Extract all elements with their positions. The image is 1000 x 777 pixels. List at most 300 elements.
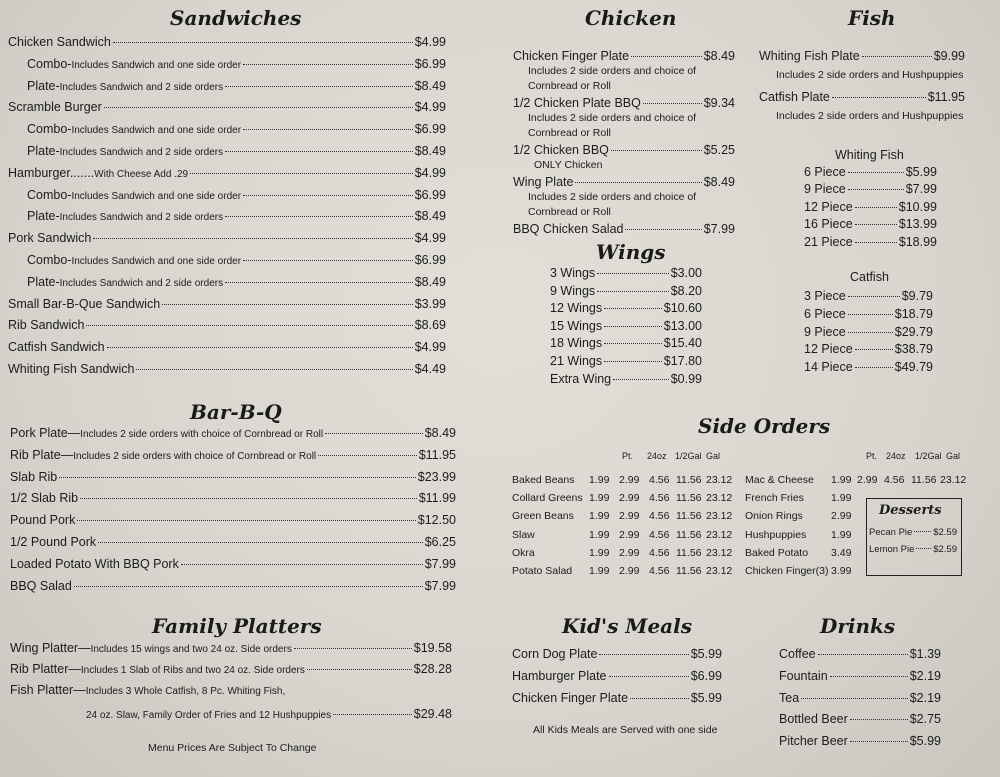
- fish-platter-line1: [10, 682, 450, 698]
- item-price: $1.39: [909, 647, 941, 661]
- item-price: $17.80: [663, 354, 702, 368]
- side-order-price: 11.56: [911, 474, 937, 486]
- sandwich-menu-item: [8, 317, 446, 333]
- leader-dots: [848, 172, 904, 173]
- item-price: $5.99: [690, 690, 722, 705]
- item-name: BBQ Salad: [10, 578, 72, 593]
- leader-dots: [613, 379, 669, 380]
- leader-dots: [609, 676, 689, 677]
- item-price: $5.99: [905, 165, 937, 179]
- item-name: Slab Rib: [10, 469, 58, 484]
- side-order-price: 1.99: [589, 565, 610, 577]
- item-price: $4.99: [414, 100, 446, 115]
- leader-dots: [307, 669, 412, 670]
- item-price: $19.58: [413, 641, 452, 655]
- sandwich-menu-item: [27, 252, 446, 268]
- item-name: Wing Plate: [513, 175, 574, 189]
- item-name: Loaded Potato With BBQ Pork: [10, 556, 179, 571]
- catfish-item: [804, 324, 933, 340]
- item-name: Catfish Sandwich: [8, 340, 105, 355]
- side-order-name: Onion Rings: [745, 510, 803, 523]
- side-order-price: 2.99: [619, 528, 640, 541]
- item-name: Rib Platter—: [10, 662, 81, 676]
- leader-dots: [597, 291, 669, 292]
- sandwich-menu-item: [27, 274, 446, 290]
- whiting-fish-item: [804, 164, 937, 180]
- side-order-name: Chicken Finger(3): [745, 565, 829, 577]
- side-order-name: Mac & Cheese: [745, 474, 814, 486]
- item-name: Chicken Finger Plate: [512, 690, 629, 705]
- item-name: Combo-: [27, 56, 72, 71]
- item-name: 12 Piece: [804, 342, 853, 357]
- item-price: $8.69: [414, 318, 446, 333]
- side-order-price: 2.99: [831, 510, 852, 523]
- dessert-item: [869, 525, 957, 541]
- item-price: $6.99: [414, 253, 446, 267]
- leader-dots: [86, 325, 412, 326]
- item-note: ONLY Chicken: [534, 159, 603, 171]
- leader-dots: [318, 455, 417, 456]
- item-price: $2.19: [909, 690, 941, 705]
- item-price: $7.99: [703, 222, 735, 236]
- bbq-menu-item: [10, 490, 456, 506]
- item-name: 21 Piece: [804, 234, 853, 249]
- item-name: Combo-: [27, 187, 72, 202]
- side-order-name: Hushpuppies: [745, 528, 807, 541]
- fish-heading: Fish: [848, 6, 896, 30]
- kids-meals-note: All Kids Meals are Served with one side: [533, 724, 718, 736]
- side-order-price: 2.99: [857, 474, 878, 486]
- leader-dots: [74, 586, 423, 587]
- item-description: Includes 15 wings and two 24 oz. Side orders: [90, 644, 292, 655]
- leader-dots: [848, 189, 904, 190]
- item-description: Includes Sandwich and 2 side orders: [59, 147, 224, 158]
- side-order-price: 11.56: [676, 492, 702, 505]
- item-price: $8.49: [703, 49, 735, 63]
- item-price: $6.99: [414, 56, 446, 71]
- column-header: 1/2Gal: [915, 451, 942, 461]
- item-name: 3 Piece: [804, 289, 846, 303]
- chicken-menu-item: [513, 95, 735, 111]
- chicken-menu-item: [513, 142, 735, 158]
- leader-dots: [916, 548, 931, 549]
- item-description: Includes Sandwich and one side order: [71, 125, 242, 137]
- item-note: Cornbread or Roll: [528, 127, 611, 139]
- item-name: Whiting Fish Plate: [759, 49, 860, 63]
- item-name: Bottled Beer: [779, 712, 848, 727]
- side-order-price: 11.56: [676, 565, 702, 577]
- item-name: 1/2 Chicken Plate BBQ: [513, 96, 641, 110]
- leader-dots: [181, 564, 423, 565]
- item-price: $29.79: [894, 324, 933, 339]
- leader-dots: [59, 477, 416, 478]
- catfish-item: [804, 341, 933, 357]
- leader-dots: [599, 654, 688, 655]
- item-price: $8.49: [424, 426, 456, 440]
- chicken-menu-item: [513, 48, 735, 64]
- leader-dots: [848, 296, 900, 297]
- sandwich-menu-item: [8, 339, 446, 355]
- item-price: $49.79: [894, 360, 933, 375]
- leader-dots: [243, 260, 413, 261]
- side-order-price: 2.99: [619, 510, 640, 523]
- item-name: 21 Wings: [550, 354, 603, 368]
- bbq-menu-item: [10, 534, 456, 550]
- item-price: $3.99: [414, 296, 446, 311]
- item-price: $18.79: [894, 306, 933, 321]
- item-name: Tea: [779, 690, 800, 705]
- item-name: 12 Piece: [804, 199, 853, 214]
- whiting-fish-item: [804, 234, 937, 250]
- side-order-name: French Fries: [745, 492, 804, 505]
- chicken-menu-item: [513, 221, 735, 237]
- sandwich-menu-item: [8, 361, 446, 377]
- leader-dots: [914, 531, 931, 532]
- leader-dots: [832, 97, 926, 98]
- item-price: $38.79: [894, 342, 933, 357]
- side-order-price: 23.12: [706, 565, 733, 577]
- side-order-price: 11.56: [676, 528, 702, 541]
- item-name: 1/2 Pound Pork: [10, 535, 97, 549]
- item-price: $2.59: [933, 527, 957, 538]
- side-order-name: Slaw: [512, 528, 535, 541]
- side-order-price: 23.12: [706, 528, 733, 541]
- item-description: Includes 2 side orders with choice of Cornbread or Roll: [80, 429, 324, 440]
- item-note: Includes 2 side orders and choice of: [528, 65, 697, 77]
- item-price: $2.75: [909, 712, 941, 727]
- drink-item: [779, 646, 941, 662]
- item-description: Includes Sandwich and 2 side orders: [59, 277, 224, 289]
- item-price: $0.99: [670, 371, 702, 386]
- item-price: $9.99: [933, 49, 965, 63]
- leader-dots: [850, 741, 908, 742]
- leader-dots: [93, 238, 412, 239]
- side-order-price: 23.12: [706, 510, 733, 523]
- item-name: Chicken Finger Plate: [513, 49, 630, 63]
- side-order-price: 3.49: [831, 546, 852, 559]
- leader-dots: [98, 542, 423, 543]
- bbq-menu-item: [10, 578, 456, 594]
- fish-platter-price: $29.48: [413, 707, 452, 721]
- catfish-subheading: Catfish: [850, 270, 889, 284]
- drinks-heading: Drinks: [820, 614, 896, 638]
- item-price: $6.99: [414, 187, 446, 202]
- side-order-price: 2.99: [619, 546, 640, 559]
- family-platter-item: [10, 640, 452, 656]
- leader-dots: [862, 56, 932, 57]
- catfish-item: [804, 359, 933, 375]
- item-description: Includes Sandwich and 2 side orders: [59, 212, 224, 224]
- item-name: 6 Piece: [804, 165, 846, 179]
- side-order-name: Potato Salad: [512, 565, 573, 577]
- leader-dots: [243, 195, 413, 196]
- leader-dots: [643, 103, 702, 104]
- item-name: 1/2 Slab Rib: [10, 491, 79, 506]
- side-order-price: 1.99: [589, 492, 610, 505]
- item-note: Includes 2 side orders and choice of: [528, 191, 697, 203]
- drink-item: [779, 733, 941, 749]
- drink-item: [779, 668, 941, 684]
- item-note: Includes 2 side orders and Hushpuppies: [776, 69, 964, 81]
- side-order-price: 1.99: [831, 492, 852, 505]
- bbq-heading: Bar-B-Q: [190, 400, 282, 424]
- side-order-price: 1.99: [589, 546, 610, 559]
- item-price: $4.49: [414, 362, 446, 376]
- item-price: $7.99: [905, 182, 937, 197]
- side-order-name: Collard Greens: [512, 492, 583, 505]
- side-order-price: 1.99: [831, 474, 852, 486]
- leader-dots: [190, 173, 413, 174]
- column-header: Pt.: [622, 451, 634, 461]
- leader-dots: [630, 698, 689, 699]
- leader-dots: [850, 719, 908, 720]
- item-price: $4.99: [414, 231, 446, 246]
- bbq-menu-item: [10, 425, 456, 441]
- item-name: 12 Wings: [550, 301, 603, 316]
- item-price: $2.59: [933, 544, 957, 555]
- column-header: 24oz: [647, 451, 667, 461]
- leader-dots: [855, 349, 893, 350]
- item-price: $5.99: [690, 647, 722, 661]
- side-order-price: 1.99: [589, 528, 610, 541]
- side-order-price: 23.12: [940, 474, 967, 486]
- bbq-menu-item: [10, 512, 456, 528]
- drink-item: [779, 711, 941, 727]
- item-price: $8.49: [414, 78, 446, 93]
- side-order-price: 2.99: [619, 565, 640, 577]
- catfish-item: [804, 288, 933, 304]
- item-description: Includes Sandwich and 2 side orders: [59, 81, 224, 93]
- column-header: Pt.: [866, 451, 878, 461]
- item-name: Plate-: [27, 274, 60, 289]
- catfish-item: [804, 306, 933, 322]
- leader-dots: [848, 314, 893, 315]
- whiting-fish-item: [804, 181, 937, 197]
- item-price: $6.25: [424, 535, 456, 549]
- fish-platter-line2: [86, 706, 452, 722]
- menu-prices-notice: Menu Prices Are Subject To Change: [148, 742, 317, 754]
- item-name: Pound Pork: [10, 513, 76, 528]
- item-name: Chicken Sandwich: [8, 35, 111, 49]
- sandwich-menu-item: [8, 99, 446, 115]
- leader-dots: [848, 332, 893, 333]
- sandwich-menu-item: [27, 121, 446, 137]
- side-order-price: 23.12: [706, 474, 733, 486]
- item-note: Cornbread or Roll: [528, 206, 611, 218]
- fish-menu-item: [759, 89, 965, 105]
- item-name: Coffee: [779, 647, 816, 661]
- item-price: $5.25: [703, 143, 735, 157]
- item-price: $13.99: [898, 217, 937, 232]
- item-name: Whiting Fish Sandwich: [8, 362, 135, 376]
- item-name: Pork Sandwich: [8, 231, 92, 246]
- leader-dots: [855, 367, 893, 368]
- kids-meal-item: [512, 646, 722, 662]
- item-price: $8.49: [703, 175, 735, 189]
- wings-menu-item: [550, 283, 702, 299]
- item-price: $4.99: [414, 340, 446, 355]
- item-price: $7.99: [424, 578, 456, 593]
- item-name: 15 Wings: [550, 318, 603, 333]
- item-note: Includes 2 side orders and Hushpuppies: [776, 110, 964, 122]
- leader-dots: [855, 224, 897, 225]
- item-price: $28.28: [413, 662, 452, 676]
- side-order-price: 23.12: [706, 546, 733, 559]
- item-name: 9 Wings: [550, 283, 596, 298]
- item-price: $18.99: [898, 234, 937, 249]
- side-order-name: Baked Beans: [512, 474, 575, 486]
- side-order-price: 1.99: [589, 510, 610, 523]
- leader-dots: [225, 151, 413, 152]
- side-order-price: 4.56: [884, 474, 905, 486]
- leader-dots: [104, 107, 413, 108]
- wings-menu-item: [550, 318, 702, 334]
- item-name: 9 Piece: [804, 182, 846, 197]
- sandwich-menu-item: [8, 230, 446, 246]
- item-price: $11.95: [927, 90, 965, 104]
- item-name: Pork Plate—: [10, 426, 81, 440]
- item-price: $11.99: [418, 491, 456, 506]
- sandwich-menu-item: [27, 187, 446, 203]
- side-order-price: 2.99: [619, 474, 640, 486]
- item-price: $2.19: [909, 668, 941, 683]
- wings-menu-item: [550, 335, 702, 351]
- item-name: Combo-: [27, 253, 72, 267]
- leader-dots: [575, 182, 701, 183]
- item-name: BBQ Chicken Salad: [513, 222, 624, 236]
- item-description: Includes 2 side orders with choice of Cornbread or Roll: [73, 450, 317, 462]
- column-header: 1/2Gal: [675, 451, 702, 461]
- item-name: Rib Plate—: [10, 447, 74, 462]
- fish-menu-item: [759, 48, 965, 64]
- leader-dots: [631, 56, 702, 57]
- item-description: With Cheese Add .29: [94, 168, 189, 180]
- item-price: $11.95: [418, 447, 456, 462]
- side-order-price: 4.56: [649, 528, 670, 541]
- leader-dots: [113, 42, 413, 43]
- kids-meals-heading: Kid's Meals: [562, 614, 692, 638]
- item-name: Plate-: [27, 209, 60, 224]
- side-order-price: 4.56: [649, 546, 670, 559]
- item-name: Fountain: [779, 668, 828, 683]
- desserts-heading: Desserts: [879, 503, 942, 518]
- whiting-fish-item: [804, 216, 937, 232]
- family-platter-item: [10, 661, 452, 677]
- side-order-name: Okra: [512, 546, 535, 559]
- column-header: 24oz: [886, 451, 906, 461]
- sandwich-menu-item: [8, 165, 446, 181]
- item-price: $5.99: [909, 734, 941, 749]
- leader-dots: [830, 676, 908, 677]
- side-order-price: 4.56: [649, 492, 670, 505]
- wings-menu-item: [550, 371, 702, 387]
- item-price: $23.99: [417, 469, 456, 484]
- item-price: $4.99: [414, 35, 446, 49]
- wings-menu-item: [550, 265, 702, 281]
- item-name: Scramble Burger: [8, 100, 102, 115]
- dessert-item: [869, 542, 957, 558]
- leader-dots: [77, 520, 415, 521]
- side-order-price: 4.56: [649, 474, 670, 486]
- item-price: $10.60: [663, 301, 702, 316]
- kids-meal-item: [512, 690, 722, 706]
- item-price: $9.79: [901, 289, 933, 303]
- item-price: $9.34: [703, 96, 735, 110]
- item-description: Includes Sandwich and one side order: [71, 256, 242, 267]
- bbq-menu-item: [10, 469, 456, 485]
- sandwiches-heading: Sandwiches: [170, 6, 302, 30]
- item-price: $12.50: [417, 513, 456, 528]
- item-name: Corn Dog Plate: [512, 647, 598, 661]
- item-name: 14 Piece: [804, 360, 853, 375]
- chicken-heading: Chicken: [585, 6, 677, 30]
- item-price: $7.99: [424, 556, 456, 571]
- item-description: Includes Sandwich and one side order: [71, 59, 242, 71]
- whiting-fish-item: [804, 199, 937, 215]
- side-order-price: 4.56: [649, 510, 670, 523]
- leader-dots: [325, 433, 423, 434]
- leader-dots: [801, 698, 908, 699]
- item-name: 3 Wings: [550, 266, 596, 280]
- leader-dots: [855, 207, 897, 208]
- leader-dots: [225, 282, 413, 283]
- item-description: Includes 1 Slab of Ribs and two 24 oz. Side orders: [80, 665, 305, 676]
- item-name: Catfish Plate: [759, 90, 830, 104]
- item-price: $8.49: [414, 144, 446, 158]
- side-order-price: 23.12: [706, 492, 733, 505]
- item-name: Wing Platter—: [10, 641, 91, 655]
- leader-dots: [294, 648, 412, 649]
- item-name: 18 Wings: [550, 336, 603, 351]
- bbq-menu-item: [10, 556, 456, 572]
- kids-meal-item: [512, 668, 722, 684]
- leader-dots: [225, 216, 413, 217]
- wings-heading: Wings: [596, 240, 666, 264]
- leader-dots: [625, 229, 701, 230]
- leader-dots: [855, 242, 897, 243]
- leader-dots: [107, 347, 413, 348]
- leader-dots: [225, 86, 413, 87]
- item-note: Cornbread or Roll: [528, 80, 611, 92]
- leader-dots: [333, 714, 412, 715]
- side-order-price: 1.99: [831, 528, 852, 541]
- item-name: 9 Piece: [804, 324, 846, 339]
- item-description: Includes Sandwich and one side order: [71, 190, 242, 202]
- whiting-fish-subheading: Whiting Fish: [835, 148, 904, 162]
- sandwich-menu-item: [27, 78, 446, 94]
- item-name: 6 Piece: [804, 306, 846, 321]
- side-orders-heading: Side Orders: [698, 414, 831, 438]
- leader-dots: [604, 343, 662, 344]
- sandwich-menu-item: [8, 34, 446, 50]
- fish-platter-name: Fish Platter—: [10, 683, 86, 697]
- item-name: Extra Wing: [550, 371, 612, 386]
- drink-item: [779, 690, 941, 706]
- sandwich-menu-item: [27, 208, 446, 224]
- item-name: Rib Sandwich: [8, 318, 85, 333]
- item-name: Small Bar-B-Que Sandwich: [8, 296, 161, 311]
- side-order-price: 4.56: [649, 565, 670, 577]
- side-order-price: 11.56: [676, 474, 702, 486]
- item-price: $6.99: [690, 668, 722, 683]
- item-name: Combo-: [27, 122, 72, 137]
- item-name: Hamburger Plate: [512, 668, 607, 683]
- item-price: $13.00: [663, 318, 702, 333]
- column-header: Gal: [946, 451, 961, 461]
- sandwich-menu-item: [27, 56, 446, 72]
- item-name: Plate-: [27, 78, 60, 93]
- column-header: Gal: [706, 451, 721, 461]
